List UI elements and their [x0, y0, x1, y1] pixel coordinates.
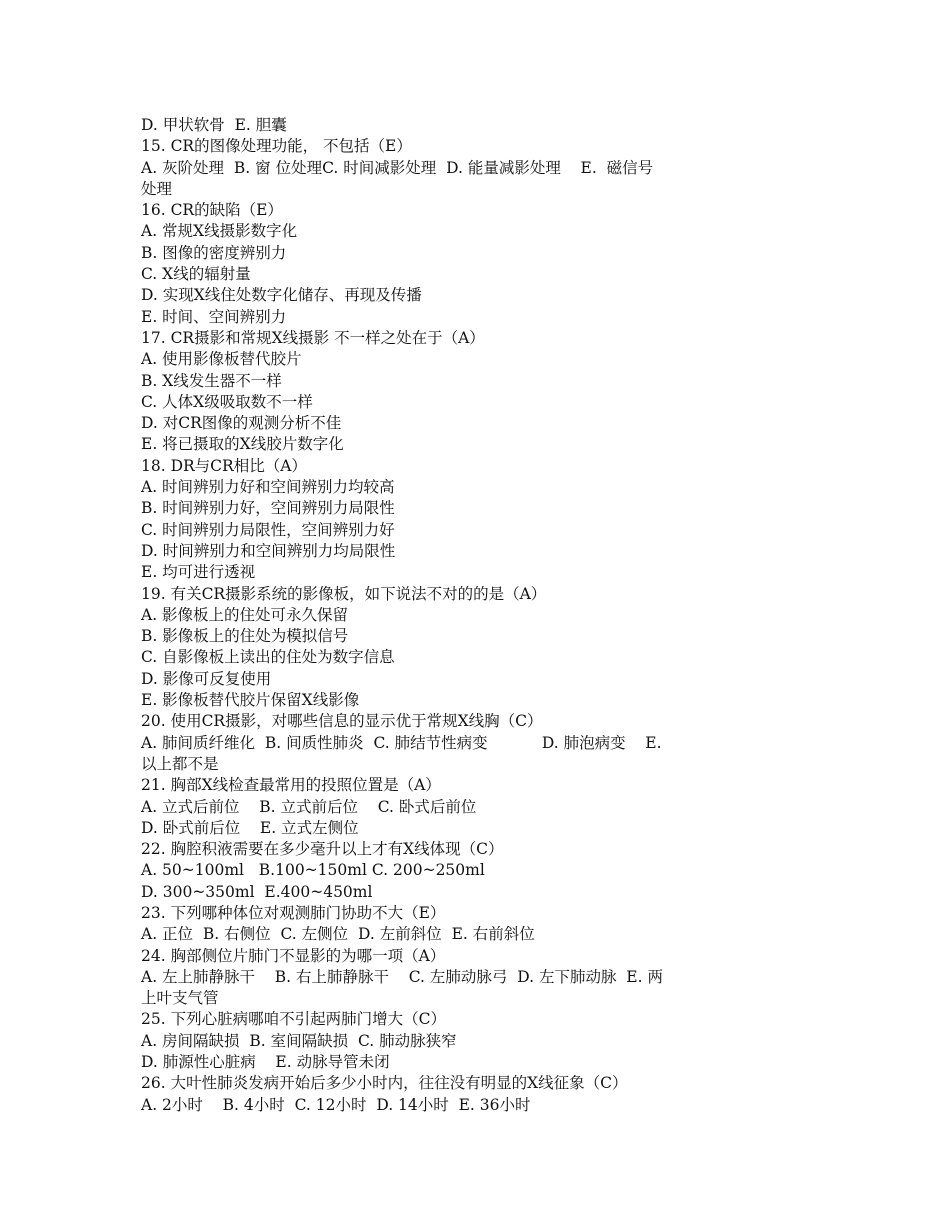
text-line: D. 300~350ml E.400~450ml: [141, 882, 373, 901]
text-line: A. 时间辨别力好和空间辨别力均较高: [141, 478, 395, 497]
question-20: 20. 使用CR摄影，对哪些信息的显示优于常规X线胸（C）: [141, 712, 543, 731]
question-21: 21. 胸部X线检查最常用的投照位置是（A）: [141, 776, 441, 795]
text-line: A. 2小时 B. 4小时 C. 12小时 D. 14小时 E. 36小时: [141, 1095, 531, 1114]
text-line: A. 影像板上的住处可永久保留: [141, 605, 349, 624]
text-line: C. X线的辐射量: [141, 265, 251, 284]
question-24: 24. 胸部侧位片肺门不显影的为哪一项（A）: [141, 946, 446, 965]
text-line: D. 时间辨别力和空间辨别力均局限性: [141, 541, 396, 560]
text-line: D. 影像可反复使用: [141, 669, 272, 688]
text-line: A. 50~100ml B.100~150ml C. 200~250ml: [141, 861, 485, 880]
text-line: A. 左上肺静脉干 B. 右上肺静脉干 C. 左肺动脉弓 D. 左下肺动脉 E. 两: [141, 967, 663, 986]
text-line: E. 均可进行透视: [141, 563, 256, 582]
text-line: D. 肺源性心脏病 E. 动脉导管未闭: [141, 1053, 390, 1072]
text-line: 上叶支气管: [141, 989, 219, 1008]
text-line: D. 甲状软骨 E. 胆囊: [141, 116, 287, 134]
text-line: D. 卧式前后位 E. 立式左侧位: [141, 818, 359, 837]
question-19: 19. 有关CR摄影系统的影像板，如下说法不对的的是（A）: [141, 584, 547, 603]
text-line: B. 时间辨别力好，空间辨别力局限性: [141, 499, 395, 518]
question-22: 22. 胸腔积液需要在多少毫升以上才有X线体现（C）: [141, 840, 504, 859]
question-15: 15. CR的图像处理功能， 不包括（E）: [141, 137, 412, 156]
text-line: C. 自影像板上读出的住处为数字信息: [141, 648, 395, 667]
text-line: A. 立式后前位 B. 立式前后位 C. 卧式后前位: [141, 797, 477, 816]
question-16: 16. CR的缺陷（E）: [141, 201, 283, 220]
text-line: B. 影像板上的住处为模拟信号: [141, 627, 349, 646]
text-line: D. 实现X线住处数字化储存、再现及传播: [141, 286, 422, 305]
text-line: A. 常规X线摄影数字化: [141, 222, 298, 241]
text-line: B. 图像的密度辨别力: [141, 243, 287, 262]
text-line: C. 时间辨别力局限性，空间辨别力好: [141, 520, 395, 539]
text-line: A. 使用影像板替代胶片: [141, 350, 302, 369]
text-line: A. 正位 B. 右侧位 C. 左侧位 D. 左前斜位 E. 右前斜位: [141, 925, 535, 944]
question-26: 26. 大叶性肺炎发病开始后多少小时内，往往没有明显的X线征象（C）: [141, 1074, 628, 1093]
text-line: B. X线发生器不一样: [141, 371, 282, 390]
text-line: 以上都不是: [141, 754, 219, 773]
question-text-block: [141, 115, 806, 1116]
text-line: A. 肺间质纤维化 B. 间质性肺炎 C. 肺结节性病变 D. 肺泡病变 E.: [141, 733, 662, 752]
text-line: E. 影像板替代胶片保留X线影像: [141, 691, 360, 710]
text-line: A. 灰阶处理 B. 窗 位处理C. 时间减影处理 D. 能量减影处理 E. 磁信号: [141, 158, 654, 177]
question-25: 25. 下列心脏病哪咱不引起两肺门增大（C）: [141, 1010, 446, 1029]
text-line: D. 对CR图像的观测分析不佳: [141, 414, 342, 433]
question-18: 18. DR与CR相比（A）: [141, 456, 307, 475]
text-line: E. 时间、空间辨别力: [141, 307, 287, 326]
question-23: 23. 下列哪种体位对观测肺门协助不大（E）: [141, 903, 446, 922]
text-line: 处理: [141, 179, 173, 198]
text-line: A. 房间隔缺损 B. 室间隔缺损 C. 肺动脉狭窄: [141, 1031, 457, 1050]
text-line: C. 人体X级吸取数不一样: [141, 392, 313, 411]
text-line: E. 将已摄取的X线胶片数字化: [141, 435, 344, 454]
question-17: 17. CR摄影和常规X线摄影 不一样之处在于（A）: [141, 328, 485, 347]
